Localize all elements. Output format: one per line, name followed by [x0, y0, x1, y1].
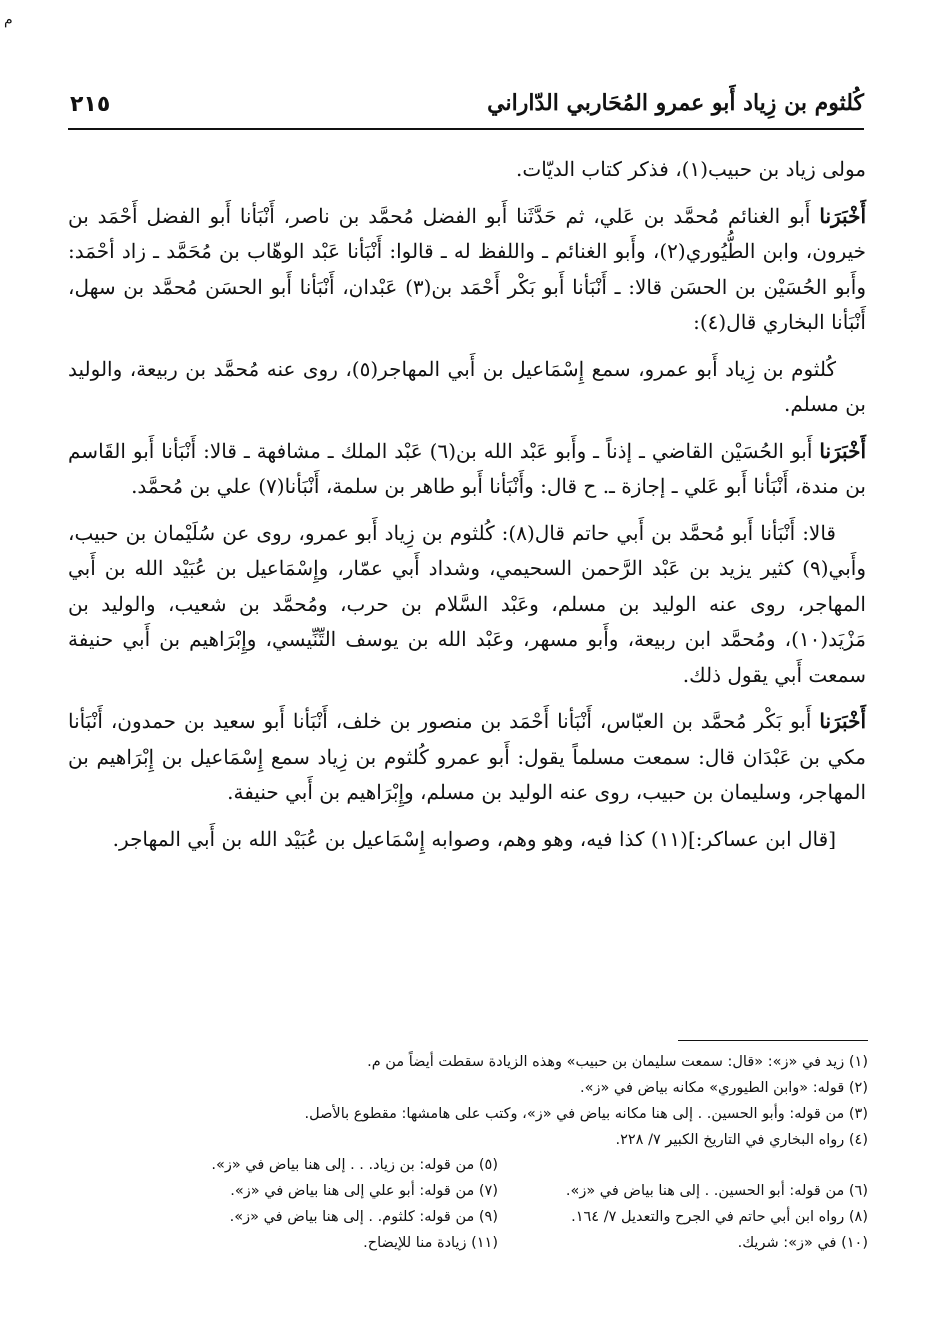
paragraph-7 — [68, 822, 866, 858]
footnote-5: (٥) من قوله: بن زياد. . . إلى هنا بياض في «ز». — [211, 1157, 498, 1173]
paragraph-text: مولى زياد بن حبيب(١)، فذكر كتاب الديّات. — [516, 157, 866, 181]
page-header — [68, 86, 864, 130]
footnote-10: (١٠) في «ز»: شريك. — [737, 1235, 868, 1251]
footnote-11: (١١) زيادة منا للإيضاح. — [363, 1235, 498, 1251]
footnotes — [68, 1040, 868, 1300]
footnote-3: (٣) من قوله: وأبو الحسين. . إلى هنا مكانه بياض في «ز»، وكتب على هامشها: مقطوع بالأصل. — [304, 1106, 868, 1122]
paragraph-lead: أَخْبَرَنا — [819, 203, 866, 228]
running-title: كُلثوم بن زِياد أَبو عمرو المُحَاربي الدّاراني — [487, 90, 864, 116]
footnote-divider — [678, 1040, 868, 1041]
footnote-8: (٨) رواه ابن أبي حاتم في الجرح والتعديل ٧/ ١٦٤. — [571, 1209, 868, 1225]
footnote-2: (٢) قوله: «وابن الطيوري» مكانه بياض في «ز». — [579, 1080, 868, 1096]
paragraph-text: قالا: أَنْبَأنا أَبو مُحمَّد بن أَبي حاتم قال(٨): كُلثوم بن زِياد أَبو عمرو، روى عن سُلَيْمان بن حبيب، وأَبي(٩) كثير يزيد بن عَبْد الرَّحمن السحيمي، وشداد أَبي عمّار، وإِسْمَاعيل بن عُبَيْد الله بن أَبي المهاجر، روى عنه الوليد بن مسلم، وعَبْد السَّلام بن حرب، ومُحمَّد بن شعيب، والوليد بن مَزْيَد(١٠)، ومُحمَّد ابن ربيعة، وأَبو مسهر، وعَبْد الله بن يوسف التِّنِّيسي، وإِبْرَاهيم بن أَبي حنيفة سمعت أَبي يقول ذلك. — [68, 520, 866, 687]
paragraph-3 — [68, 352, 866, 423]
paragraph-4 — [68, 434, 866, 505]
footnote-7: (٧) من قوله: أبو علي إلى هنا بياض في «ز». — [230, 1183, 498, 1199]
paragraph-5 — [68, 516, 866, 694]
footnote-9: (٩) من قوله: كلثوم. . إلى هنا بياض في «ز». — [229, 1209, 498, 1225]
paragraph-6 — [68, 704, 866, 811]
page-number: ٢١٥ — [70, 92, 111, 117]
paragraph-lead: أَخْبَرَنا — [819, 438, 867, 463]
footnote-6: (٦) من قوله: أبو الحسين. . إلى هنا بياض في «ز». — [565, 1183, 868, 1199]
corner-mark: م — [4, 12, 13, 28]
paragraph-2 — [68, 199, 866, 341]
paragraph-text: أَبو الحُسَيْن القاضي ـ إذناً ـ وأَبو عَبْد الله بن(٦) عَبْد الملك ـ مشافهة ـ قالا: أَنْبَأنا أَبو القَاسم بن مندة، أَنْبَأنا أَبو عَلي ـ إجازة ـ. ح قال: وأَنْبَأنا أَبو طاهر بن سلمة، أَنْبَأنا(٧) علي بن مُحمَّد. — [68, 438, 866, 498]
footnote-1: (١) زيد في «ز»: «قال: سمعت سليمان بن حبيب» وهذه الزيادة سقطت أيضاً من م. — [367, 1054, 868, 1070]
footnote-4: (٤) رواه البخاري في التاريخ الكبير ٧/ ٢٢٨. — [615, 1132, 868, 1148]
paragraph-text: أَبو الغنائم مُحمَّد بن عَلي، ثم حَدَّثَنا أَبو الفضل مُحمَّد بن ناصر، أَنْبَأنا أَبو الفضل أَحْمَد بن خيرون، وابن الطُّيُوري(٢)، وأَبو الغنائم ـ واللفظ له ـ قالوا: أَنْبَأنا عَبْد الوهّاب بن مُحَمَّد ـ زاد أحْمَد: وأَبو الحُسَيْن بن الحسَن قالا: ـ أَنْبَأنا أَبو بَكْر أَحْمَد بن(٣) عَبْدان، أَنْبَأنا أَبو الحسَن مُحمَّد بن سهل، أَنْبَأنا البخاري قال(٤): — [68, 203, 867, 334]
paragraph-text: أَبو بَكْر مُحمَّد بن العبّاس، أَنْبَأنا أَحْمَد بن منصور بن خلف، أَنْبَأنا أَبو سعيد بن حمدون، أَنْبَأنا مكي بن عَبْدَان قال: سمعت مسلماً يقول: أَبو عمرو كُلثوم بن زِياد سمع إِسْمَاعيل بن إِبْرَاهيم بن المهاجر، وسليمان بن حبيب، روى عنه الوليد بن مسلم، وإِبْرَاهيم بن أَبي حنيفة. — [68, 709, 866, 804]
paragraph-text: [قال ابن عساكر:](١١) كذا فيه، وهو وهم، وصوابه إِسْمَاعيل بن عُبَيْد الله بن أَبي المهاجر. — [112, 826, 836, 851]
paragraph-text: كُلثوم بن زِياد أَبو عمرو، سمع إِسْمَاعيل بن أَبي المهاجر(٥)، روى عنه مُحمَّد بن ربيعة، والوليد بن مسلم. — [68, 356, 866, 416]
paragraph-1 — [68, 152, 866, 188]
paragraph-lead: أَخْبَرَنا — [819, 709, 867, 733]
main-text — [68, 152, 866, 868]
